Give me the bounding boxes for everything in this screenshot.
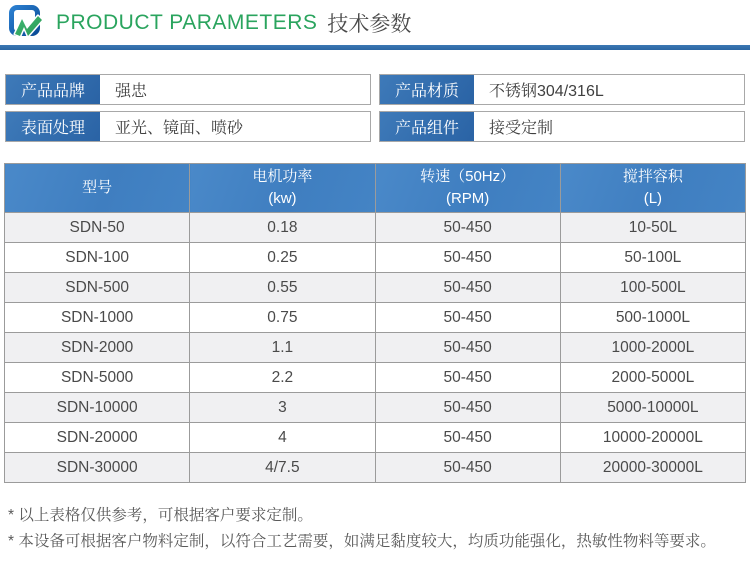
table-row xyxy=(5,243,746,273)
table-cell: SDN-500 xyxy=(5,273,190,303)
column-header: 转速（50Hz） (RPM) xyxy=(375,164,560,213)
table-cell: 50-450 xyxy=(375,273,560,303)
table-cell: 2.2 xyxy=(190,363,375,393)
info-box-material xyxy=(379,74,745,105)
table-cell: 50-450 xyxy=(375,393,560,423)
table-cell: SDN-2000 xyxy=(5,333,190,363)
table-cell: 50-450 xyxy=(375,453,560,483)
table-cell: 2000-5000L xyxy=(560,363,745,393)
table-cell: 50-450 xyxy=(375,423,560,453)
table-cell: 0.55 xyxy=(190,273,375,303)
table-row xyxy=(5,363,746,393)
table-cell: 0.18 xyxy=(190,213,375,243)
page-title-zh: 技术参数 xyxy=(327,12,412,36)
table-cell: SDN-100 xyxy=(5,243,190,273)
table-row xyxy=(5,273,746,303)
info-value: 强忠 xyxy=(115,83,148,100)
table-cell: 1000-2000L xyxy=(560,333,745,363)
table-cell: 0.25 xyxy=(190,243,375,273)
table-row xyxy=(5,423,746,453)
column-header: 电机功率 (kw) xyxy=(190,164,375,213)
header-divider xyxy=(0,45,750,50)
info-label: 产品组件 xyxy=(380,112,474,141)
note-line: * 以上表格仅供参考，可根据客户要求定制。 xyxy=(8,507,313,524)
table-cell: 4 xyxy=(190,423,375,453)
table-cell: 5000-10000L xyxy=(560,393,745,423)
table-row xyxy=(5,213,746,243)
info-box-surface xyxy=(5,111,371,142)
table-row xyxy=(5,333,746,363)
info-label: 产品品牌 xyxy=(6,75,100,104)
table-cell: SDN-30000 xyxy=(5,453,190,483)
info-label: 产品材质 xyxy=(380,75,474,104)
table-row xyxy=(5,453,746,483)
column-header: 搅拌容积 (L) xyxy=(560,164,745,213)
table-cell: SDN-1000 xyxy=(5,303,190,333)
info-box-component xyxy=(379,111,745,142)
section-header xyxy=(0,0,750,45)
table-cell: 4/7.5 xyxy=(190,453,375,483)
note-line: * 本设备可根据客户物料定制，以符合工艺需要，如满足黏度较大，均质功能强化，热敏性物料等要求。 xyxy=(8,533,716,551)
info-value: 亚光、镜面、喷砂 xyxy=(115,120,244,137)
table-row xyxy=(5,393,746,423)
info-value: 不锈钢304/316L xyxy=(489,83,604,100)
table-cell: 20000-30000L xyxy=(560,453,745,483)
page-title-en: PRODUCT PARAMETERS xyxy=(56,10,318,34)
table-cell: 50-450 xyxy=(375,303,560,333)
table-cell: SDN-20000 xyxy=(5,423,190,453)
footnotes xyxy=(8,503,742,556)
brand-logo-icon xyxy=(8,4,45,41)
table-body xyxy=(5,213,746,483)
table-cell: 500-1000L xyxy=(560,303,745,333)
column-header: 型号 xyxy=(5,164,190,213)
table-cell: 50-450 xyxy=(375,333,560,363)
table-cell: 50-450 xyxy=(375,213,560,243)
table-cell: 50-450 xyxy=(375,243,560,273)
table-cell: 50-450 xyxy=(375,363,560,393)
table-cell: 10000-20000L xyxy=(560,423,745,453)
table-cell: 100-500L xyxy=(560,273,745,303)
table-header-row xyxy=(5,164,746,213)
table-cell: 0.75 xyxy=(190,303,375,333)
table-row xyxy=(5,303,746,333)
info-label: 表面处理 xyxy=(6,112,100,141)
product-info-grid xyxy=(5,74,745,142)
table-cell: 1.1 xyxy=(190,333,375,363)
table-cell: SDN-5000 xyxy=(5,363,190,393)
info-box-brand xyxy=(5,74,371,105)
parameters-table xyxy=(4,163,746,483)
table-cell: 10-50L xyxy=(560,213,745,243)
table-cell: 50-100L xyxy=(560,243,745,273)
table-cell: 3 xyxy=(190,393,375,423)
table-cell: SDN-10000 xyxy=(5,393,190,423)
info-value: 接受定制 xyxy=(489,120,554,137)
table-cell: SDN-50 xyxy=(5,213,190,243)
